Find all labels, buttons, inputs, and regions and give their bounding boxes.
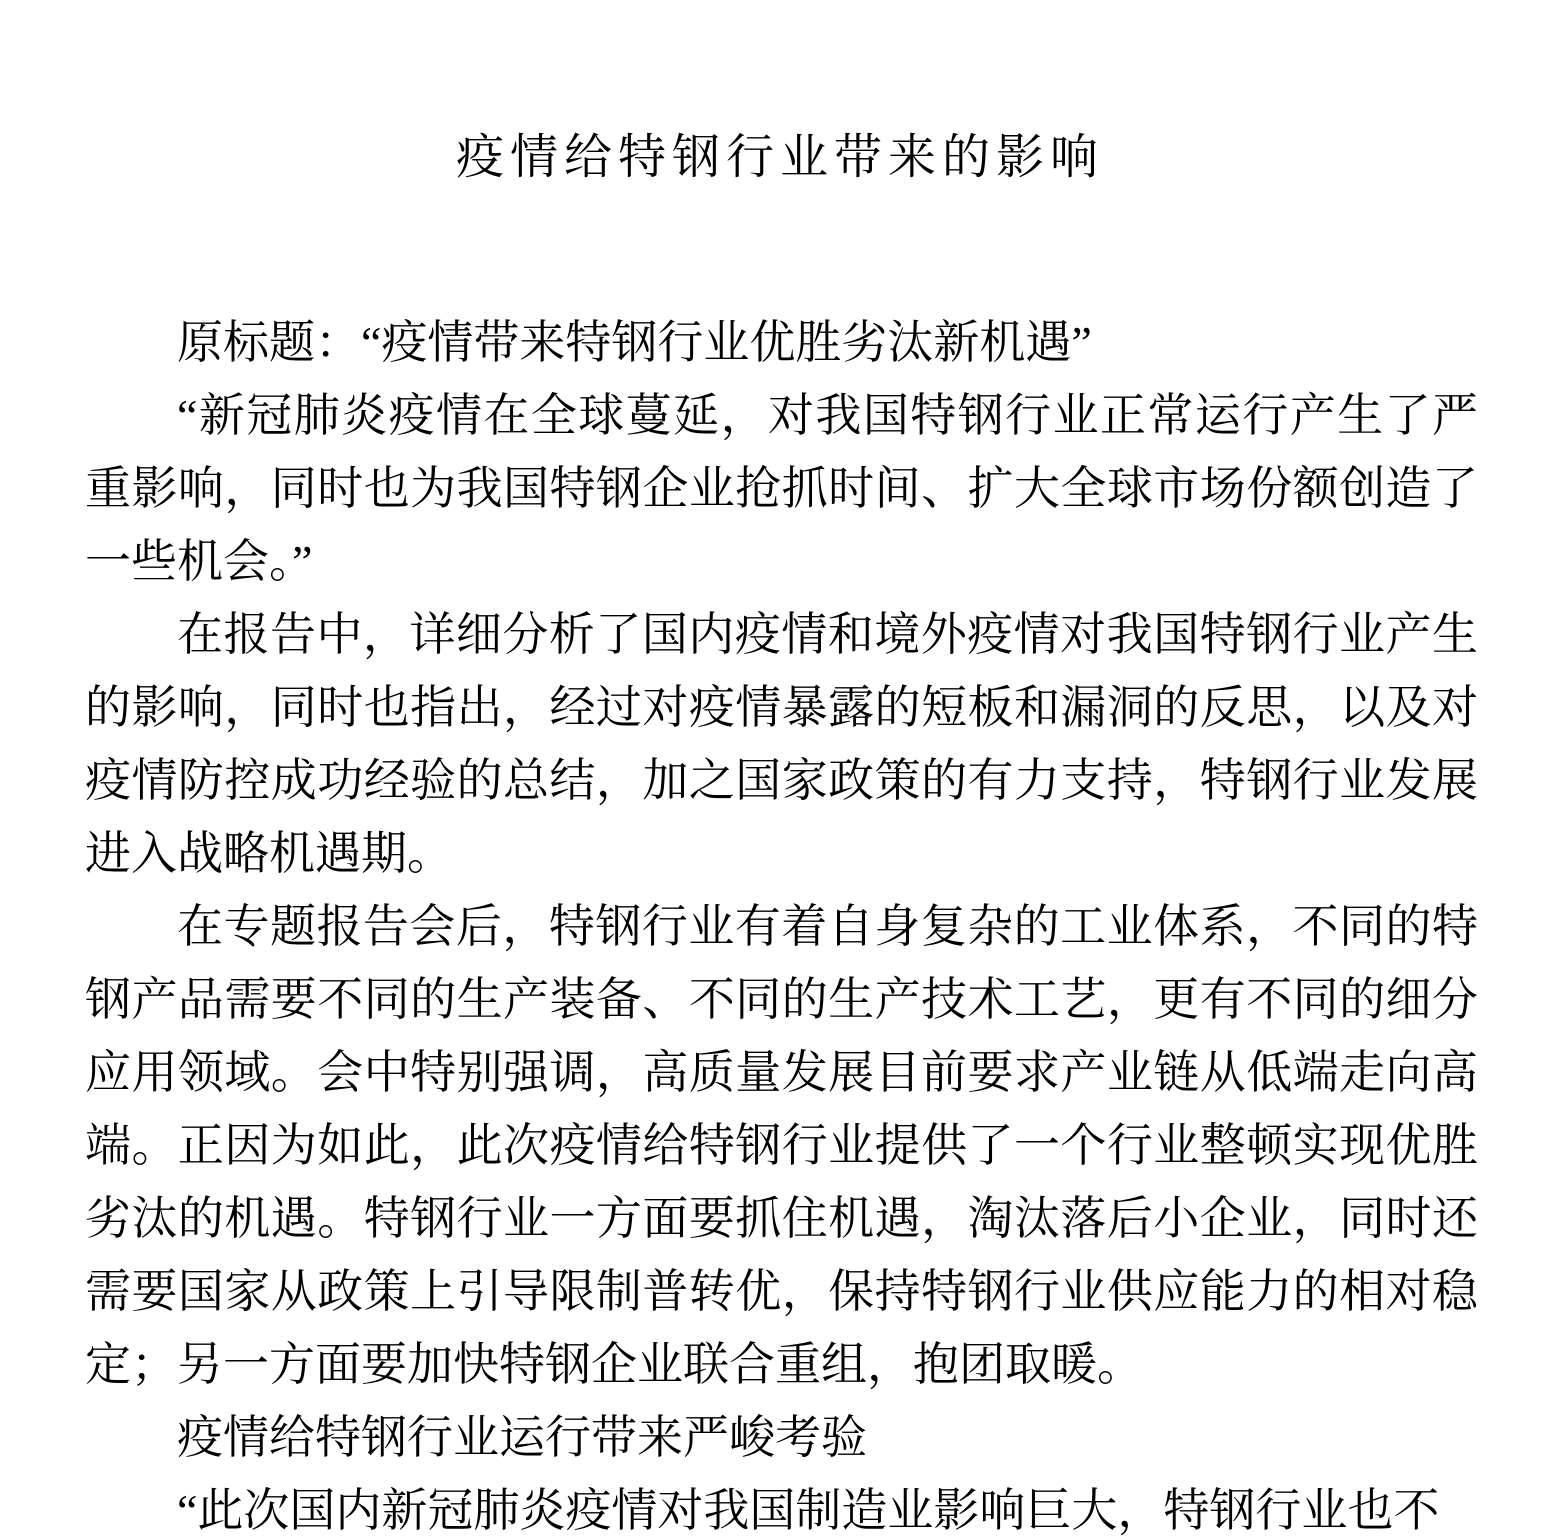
paragraph-industry-system: 在专题报告会后，特钢行业有着自身复杂的工业体系，不同的特钢产品需要不同的生产装备、不同的生产技术工艺，更有不同的细分应用领域。会中特别强调，高质量发展目前要求产业链从低端走向高端。正因为如此，此次疫情给特钢行业提供了一个行业整顿实现优胜劣汰的机遇。特钢行业一方面要抓住机遇，淘汰落后小企业，同时还需要国家从政策上引导限制普转优，保持特钢行业供应能力的相对稳定；另一方面要加快特钢企业联合重组，抱团取暖。 — [85, 901, 1478, 1390]
paragraph-report-analysis: 在报告中，详细分析了国内疫情和境外疫情对我国特钢行业产生的影响，同时也指出，经过对疫情暴露的短板和漏洞的反思，以及对疫情防控成功经验的总结，加之国家政策的有力支持，特钢行业发展进入战略机遇期。 — [85, 609, 1478, 879]
document-body — [85, 306, 1478, 1536]
paragraph-subheading-severe-test: 疫情给特钢行业运行带来严峻考验 — [177, 1412, 867, 1463]
paragraph-quote-intro: “新冠肺炎疫情在全球蔓延，对我国特钢行业正常运行产生了严重影响，同时也为我国特钢企业抢抓时间、扩大全球市场份额创造了一些机会。” — [85, 390, 1478, 587]
paragraph-manufacturing-impact: “此次国内新冠肺炎疫情对我国制造业影响巨大，特钢行业也不 — [177, 1485, 1440, 1536]
paragraph-original-title: 原标题：“疫情带来特钢行业优胜劣汰新机遇” — [177, 317, 1092, 368]
document-title: 疫情给特钢行业带来的影响 — [455, 131, 1104, 184]
